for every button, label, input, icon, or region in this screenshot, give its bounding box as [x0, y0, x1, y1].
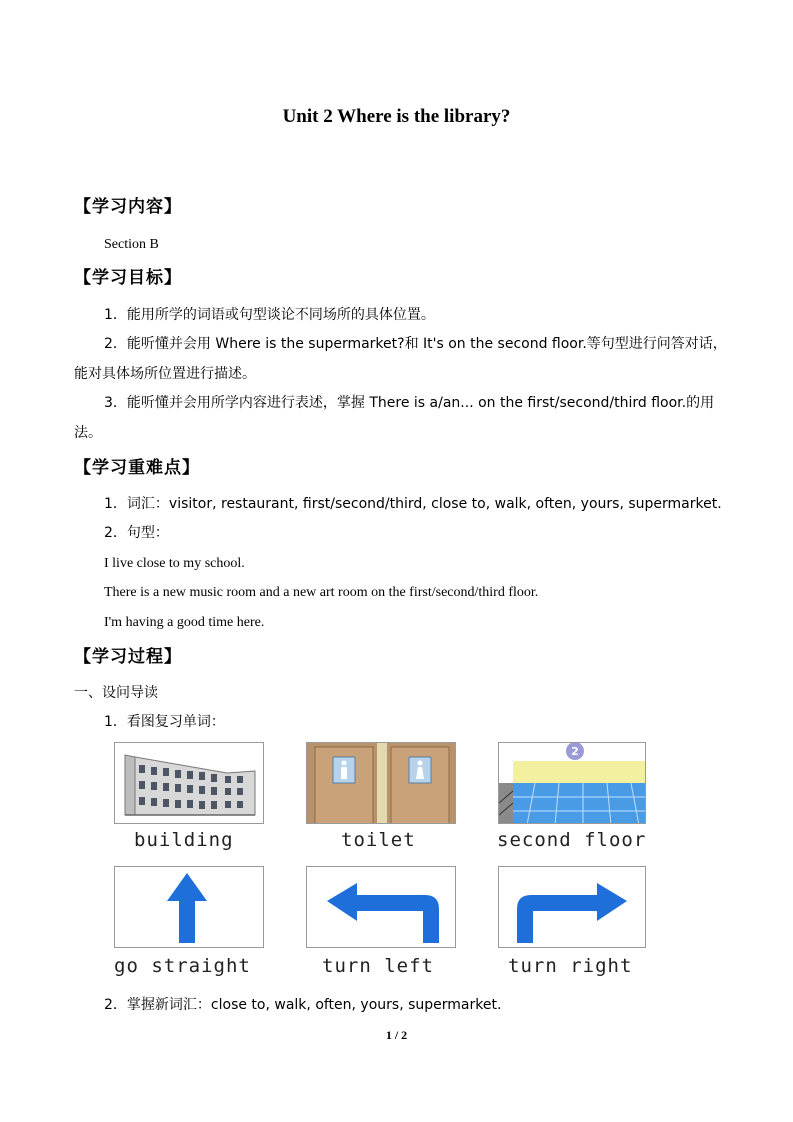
keypoint-sentence-label: 2．句型： [104, 525, 169, 541]
arrow-turn-right-icon [499, 867, 646, 948]
caption-turn-right: turn right [508, 955, 633, 977]
heading-goals: 【学习目标】 [74, 268, 182, 288]
building-icon [115, 743, 264, 824]
go-straight-picture [114, 866, 264, 948]
second-floor-picture [498, 742, 646, 824]
step-1: 1．看图复习单词： [104, 714, 225, 730]
arrow-up-icon [115, 867, 264, 948]
toilet-icon [307, 743, 456, 824]
caption-building: building [134, 829, 234, 851]
page-title: Unit 2 Where is the library? [282, 106, 511, 127]
caption-go-straight: go straight [114, 955, 251, 977]
sentence-2: There is a new music room and a new art room on the first/second/third floor. [104, 585, 539, 600]
step-2: 2．掌握新词汇：close to, walk, often, yours, supermarket. [104, 997, 502, 1013]
svg-text:2: 2 [571, 745, 579, 758]
part-1-label: 一、设问导读 [74, 685, 158, 701]
heading-process: 【学习过程】 [74, 647, 182, 667]
toilet-picture [306, 742, 456, 824]
caption-toilet: toilet [341, 829, 416, 851]
goal-1: 1．能用所学的词语或句型谈论不同场所的具体位置。 [104, 307, 435, 323]
sentence-3: I'm having a good time here. [104, 615, 265, 630]
caption-turn-left: turn left [322, 955, 434, 977]
turn-left-picture [306, 866, 456, 948]
arrow-turn-left-icon [307, 867, 456, 948]
heading-keypoints: 【学习重难点】 [74, 458, 200, 478]
goal-2: 2．能听懂并会用 Where is the supermarket?和 It's on the second floor.等句型进行问答对话， [104, 336, 727, 352]
building-picture [114, 742, 264, 824]
keypoint-vocab: 1．词汇：visitor, restaurant, first/second/third, close to, walk, often, yours, supermarket. [104, 496, 722, 512]
goal-3: 3．能听懂并会用所学内容进行表述，掌握 There is a/an... on the first/second/third floor.的用 [104, 395, 715, 411]
turn-right-picture [498, 866, 646, 948]
heading-content: 【学习内容】 [74, 197, 182, 217]
goal-2-cont: 能对具体场所位置进行描述。 [74, 366, 256, 382]
section-label: Section B [104, 237, 159, 252]
page-number: 1 / 2 [385, 1028, 408, 1042]
sentence-1: I live close to my school. [104, 556, 245, 571]
caption-second-floor: second floor [497, 829, 647, 851]
second-floor-icon [499, 743, 646, 824]
goal-3-cont: 法。 [74, 425, 102, 441]
